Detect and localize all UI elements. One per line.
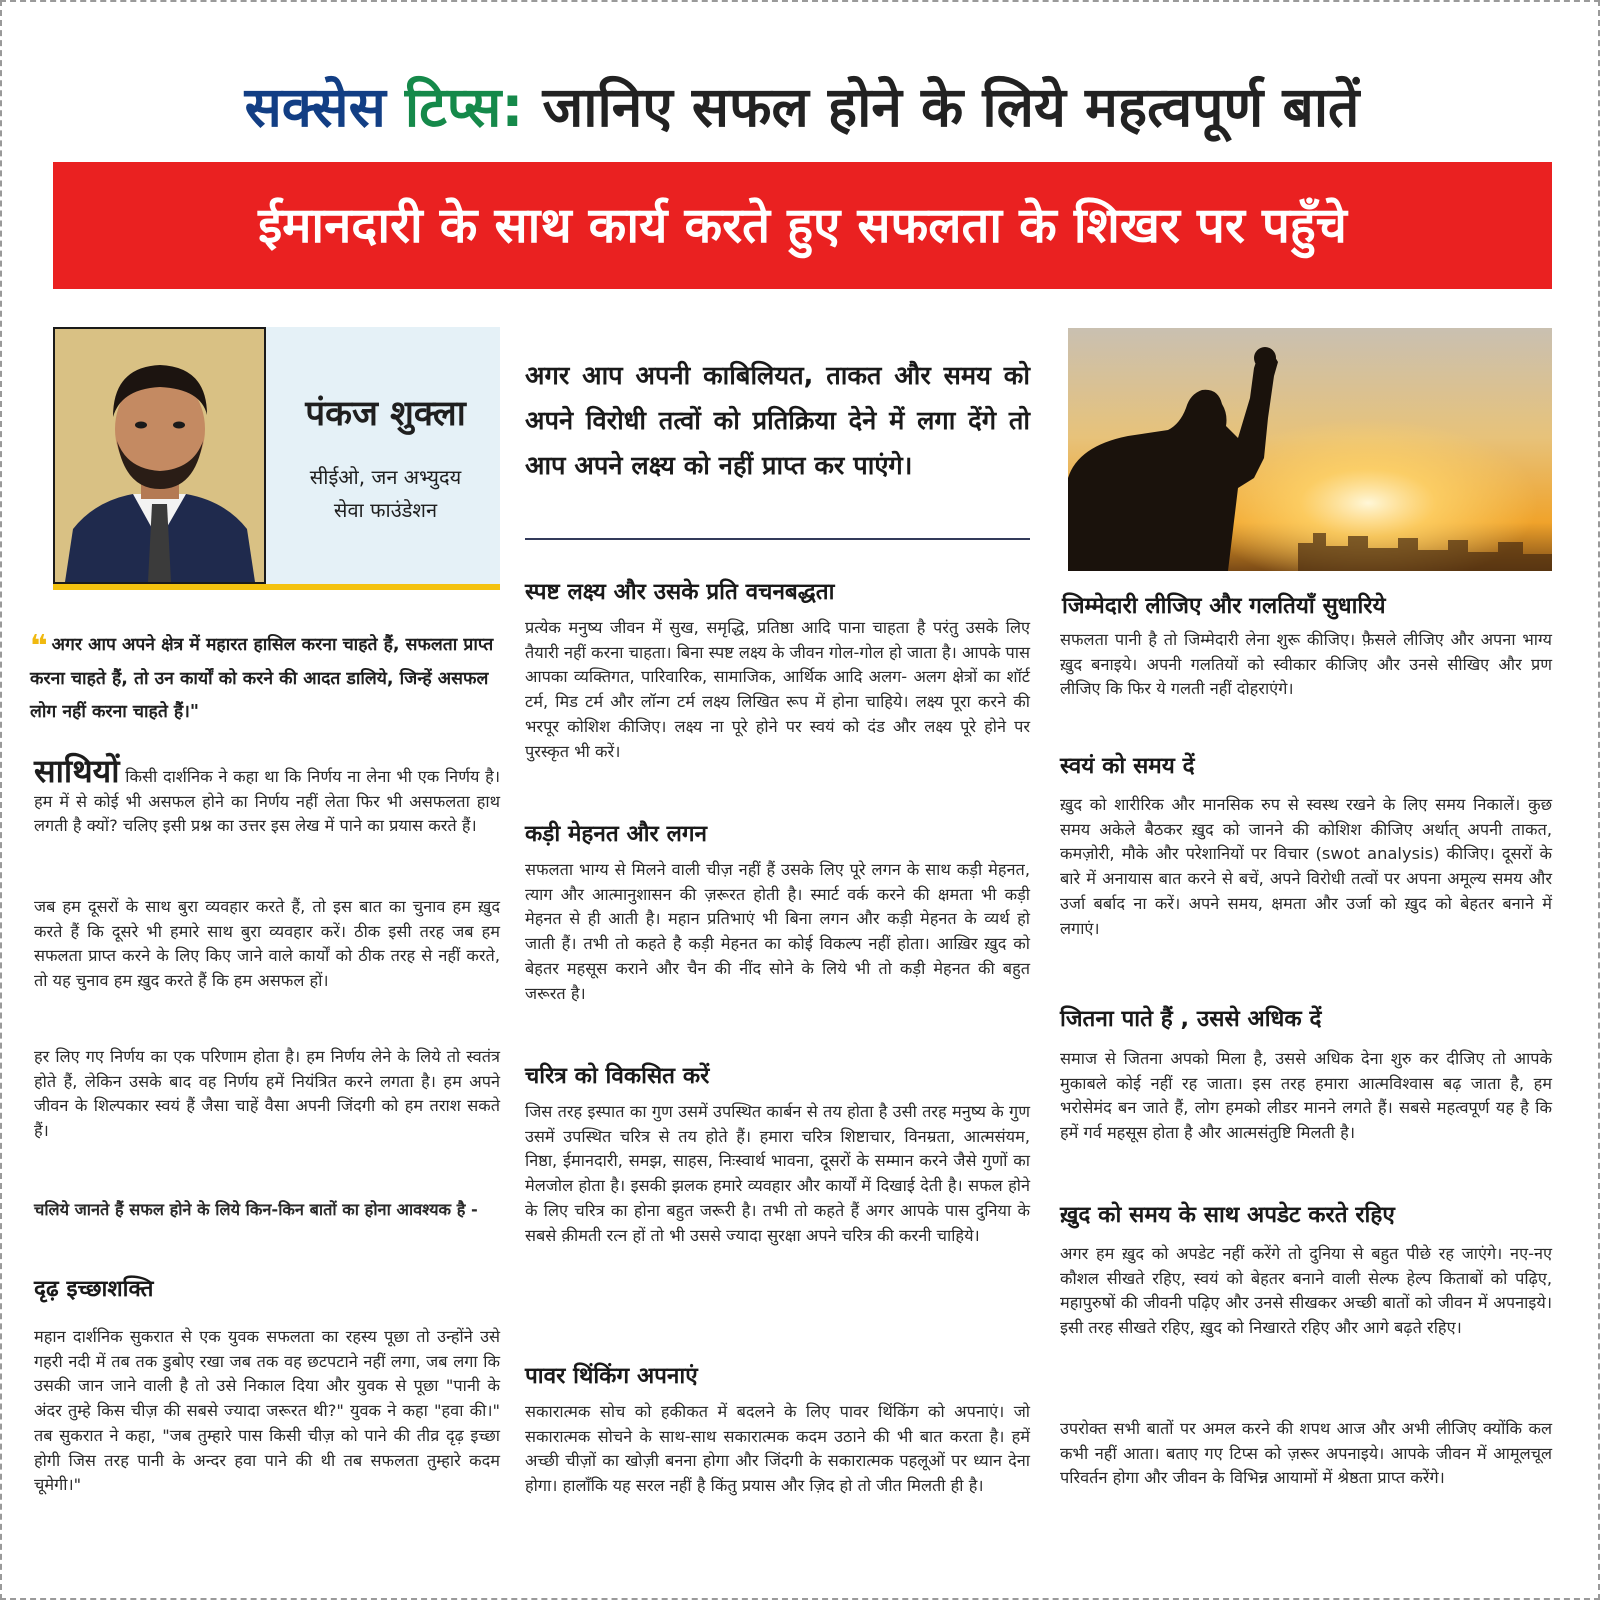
headline-part-success: सक्सेस [244, 75, 386, 139]
pull-quote [30, 629, 508, 729]
author-role-line1: सीईओ, जन अभ्युदय [309, 465, 462, 489]
section-heading: जितना पाते हैं , उससे अधिक दें [1060, 1006, 1322, 1032]
red-banner: ईमानदारी के साथ कार्य करते हुए सफलता के शिखर पर पहुँचे [53, 162, 1552, 289]
middle-paragraph-3 [525, 1100, 1030, 1248]
paragraph-text: प्रत्येक मनुष्य जीवन में सुख, समृद्धि, प्रतिष्ठा आदि पाना चाहता है परंतु उसके लिए तैयारी नहीं करना चाहता। बिना स्पष्ट लक्ष्य के जीवन गोल-गोल हो जाता है। आपके पास आपका व्यक्तिगत, पारिवारिक, सामाजिक, आर्थिक आदि अलग- अलग क्षेत्रों का शॉर्ट टर्म, मिड टर्म और लॉन्ग टर्म लक्ष्य लिखित रूप में होना चाहिये। लक्ष्य पूरा करने की भरपूर कोशिश कीजिए। लक्ष्य ना पूरे होने पर स्वयं को दंड और लक्ष्य पूरे होने पर पुरस्कृत भी करें। [525, 618, 1030, 761]
raised-fist-silhouette-illustration [1068, 328, 1552, 571]
right-paragraph-2 [1060, 793, 1552, 941]
section-heading: दृढ़ इच्छाशक्ति [34, 1276, 154, 1302]
left-intro-block [34, 752, 500, 839]
section-heading: कड़ी मेहनत और लगन [525, 821, 707, 847]
right-paragraph-3 [1060, 1047, 1552, 1146]
section-heading: स्पष्ट लक्ष्य और उसके प्रति वचनबद्धता [525, 579, 835, 605]
paragraph-text: समाज से जितना अपको मिला है, उससे अधिक देना शुरु कर दीजिए तो आपके मुकाबले कोई नहीं रह जाता। इस तरह हमारा आत्मविश्वास बढ़ जाता है, हम भरोसेमंद बन जाते हैं, लोग हमको लीडर मानने लगते हैं। सबसे महत्वपूर्ण यह है कि हमें गर्व महसूस होता है और आत्मसंतुष्टि मिलती है। [1060, 1049, 1552, 1143]
intro-paragraph-text: किसी दार्शनिक ने कहा था कि निर्णय ना लेना भी एक निर्णय है। हम में से कोई भी असफल होने का निर्णय नहीं लेता फिर भी असफलता हाथ लगती है क्यों? चलिए इसी प्रश्न का उत्तर इस लेख में पाने का प्रयास करते हैं। [34, 767, 500, 836]
middle-paragraph-2 [525, 858, 1030, 1006]
sunset-success-photo [1068, 328, 1552, 571]
paragraph-text: जब हम दूसरों के साथ बुरा व्यवहार करते हैं, तो इस बात का चुनाव हम ख़ुद करते हैं कि दूसरे भी हमारे साथ बुरा व्यवहार करें। ठीक इसी तरह जब हम सफलता प्राप्त करने के लिए किए जाने वाले कार्यों को ठीक तरह से नहीं करते, तो यह चुनाव हम ख़ुद करते हैं कि हम असफल हों। [34, 897, 500, 991]
section-heading: जिम्मेदारी लीजिए और गलतियाँ सुधारिये [1062, 593, 1386, 619]
right-paragraph-4 [1060, 1242, 1552, 1341]
page-headline [42, 64, 1562, 150]
quote-mark-icon: ❝ [30, 629, 48, 664]
paragraph-text: उपरोक्त सभी बातों पर अमल करने की शपथ आज और अभी लीजिए क्योंकि कल कभी नहीं आता। बताए गए टिप्स को ज़रूर अपनाइये। आपके जीवन में आमूलचूल परिवर्तन होगा और जीवन के विभिन्न आयामों में श्रेष्ठता प्राप्त करेंगे। [1060, 1419, 1552, 1488]
right-paragraph-5 [1060, 1417, 1552, 1491]
highlight-quote: अगर आप अपनी काबिलियत, ताकत और समय को अपने विरोधी तत्वों को प्रतिक्रिया देने में लगा देंगे तो आप अपने लक्ष्य को नहीं प्राप्त कर पाएंगे। [525, 361, 1030, 481]
section-heading: ख़ुद को समय के साथ अपडेट करते रहिए [1060, 1202, 1395, 1228]
quote-divider [525, 538, 1030, 540]
section-heading: स्वयं को समय दें [1060, 753, 1195, 779]
section-heading: चरित्र को विकसित करें [525, 1063, 710, 1089]
headline-part-rest: जानिए सफल होने के लिये महत्वपूर्ण बातें [542, 75, 1360, 139]
intro-paragraph [34, 752, 500, 839]
left-paragraph-3 [34, 1045, 500, 1144]
author-role [271, 461, 500, 527]
headline-part-tips: टिप्स: [404, 75, 524, 139]
paragraph-text: ख़ुद को शारीरिक और मानसिक रुप से स्वस्थ रखने के लिए समय निकालें। कुछ समय अकेले बैठकर ख़ुद को जानने की कोशिश कीजिए अर्थात् अपनी ताकत, कमज़ोरी, मौके और परेशानियों पर विचार (swot analysis) कीजिए। दूसरों के बारे में अनायास बात करने से बचें, अपने विरोधी तत्वों पर अपना अमूल्य समय और उर्जा बर्बाद ना करें। अपने समय, क्षमता और उर्जा को ख़ुद को बेहतर बनाने में लगाएं। [1060, 795, 1552, 938]
left-paragraph-5 [34, 1325, 500, 1498]
author-role-line2: सेवा फाउंडेशन [333, 498, 438, 522]
paragraph-text: जिस तरह इस्पात का गुण उसमें उपस्थित कार्बन से तय होता है उसी तरह मनुष्य के गुण उसमें उपस्थित चरित्र से तय होते हैं। हमारा चरित्र शिष्टाचार, विनम्रता, आत्मसंयम, निष्ठा, ईमानदारी, समझ, साहस, निःस्वार्थ भावना, दूसरों के सम्मान करने जैसे गुणों का मेलजोल होता है। इसकी झलक हमारे व्यवहार और कार्यों में दिखाई देती है। सफल होने के लिए चरित्र का होना बहुत जरूरी है। तभी तो कहते हैं अगर आपके पास दुनिया के सबसे क़ीमती रत्न हों तो भी उससे ज्यादा सुरक्षा अपने चरित्र की करनी चाहिये। [525, 1102, 1030, 1245]
author-card [53, 327, 500, 590]
dropcap-word: साथियों [34, 752, 120, 790]
paragraph-text: अगर हम ख़ुद को अपडेट नहीं करेंगे तो दुनिया से बहुत पीछे रह जाएंगे। नए-नए कौशल सीखते रहिए, स्वयं को बेहतर बनाने वाली सेल्फ हेल्प किताबों को पढ़िए, महापुरुषों की जीवनी पढ़िए और उनसे सीखकर अच्छी बातों को जीवन में अपनाइये। इसी तरह सीखते रहिए, ख़ुद को निखारते रहिए और आगे बढ़ते रहिए। [1060, 1244, 1552, 1338]
middle-paragraph-4 [525, 1400, 1030, 1499]
left-paragraph-2 [34, 895, 500, 994]
author-photo [53, 327, 266, 584]
paragraph-text: चलिये जानते हैं सफल होने के लिये किन-किन बातों का होना आवश्यक है - [34, 1200, 478, 1219]
author-portrait-illustration [55, 329, 264, 582]
paragraph-text: सकारात्मक सोच को हकीकत में बदलने के लिए पावर थिंकिंग को अपनाएं। जो सकारात्मक सोचने के साथ-साथ सकारात्मक कदम उठाने की भी बात करता है। हमें अच्छी चीज़ों का खोज़ी बनना होगा और जिंदगी के सकारात्मक पहलूओं पर ध्यान देना होगा। हालाँकि यह सरल नहीं है किंतु प्रयास और ज़िद हो तो जीत मिलती ही है। [525, 1402, 1030, 1496]
left-paragraph-4 [34, 1198, 500, 1223]
middle-paragraph-1 [525, 616, 1030, 764]
author-name: पंकज शुक्ला [305, 394, 466, 434]
pull-quote-text: अगर आप अपने क्षेत्र में महारत हासिल करना चाहते हैं, सफलता प्राप्त करना चाहते हैं, तो उन कार्यों को करने की आदत डालिये, जिन्हें असफल लोग नहीं करना चाहते हैं।" [30, 635, 494, 722]
section-heading: पावर थिंकिंग अपनाएं [525, 1363, 698, 1389]
paragraph-text: सफलता पानी है तो जिम्मेदारी लेना शुरू कीजिए। फ़ैसले लीजिए और अपना भाग्य ख़ुद बनाइये। अपनी गलतियों को स्वीकार कीजिए और उनसे सीखिए और प्रण लीजिए कि फिर ये गलती नहीं दोहराएंगे। [1060, 630, 1552, 699]
right-paragraph-1 [1060, 628, 1552, 702]
paragraph-text: हर लिए गए निर्णय का एक परिणाम होता है। हम निर्णय लेने के लिये तो स्वतंत्र होते हैं, लेकिन उसके बाद वह निर्णय हमें नियंत्रित करने लगता है। हम अपने जीवन के शिल्पकार स्वयं हैं जैसा चाहें वैसा अपनी जिंदगी को हम तराश सकते हैं। [34, 1047, 500, 1141]
paragraph-text: सफलता भाग्य से मिलने वाली चीज़ नहीं हैं उसके लिए पूरे लगन के साथ कड़ी मेहनत, त्याग और आत्मानुशासन की ज़रूरत होती है। स्मार्ट वर्क करने की क्षमता भी कड़ी मेहनत से ही आती है। महान प्रतिभाएं भी बिना लगन और कड़ी मेहनत के व्यर्थ हो जाती हैं। तभी तो कहते है कड़ी मेहनत का कोई विकल्प नहीं होता। आख़िर ख़ुद को बेहतर महसूस कराने और चैन की नींद सोने के लिये भी तो कड़ी मेहनत की बहुत जरूरत है। [525, 860, 1030, 1003]
paragraph-text: महान दार्शनिक सुकरात से एक युवक सफलता का रहस्य पूछा तो उन्होंने उसे गहरी नदी में तब तक डुबोए रखा जब तक वह छटपटाने नहीं लगा, जब लगा कि उसकी जान जाने वाली है तो उसे निकाल दिया और युवक से पूछा "पानी के अंदर तुम्हे किस चीज़ की सबसे ज्यादा जरूरत थी?" युवक ने कहा "हवा की।" तब सुकरात ने कहा, "जब तुम्हारे पास किसी चीज़ को पाने की तीव्र दृढ़ इच्छा होगी जिस तरह पानी के अन्दर हवा पाने की थी तब सफलता तुम्हारे कदम चूमेगी।" [34, 1327, 500, 1495]
